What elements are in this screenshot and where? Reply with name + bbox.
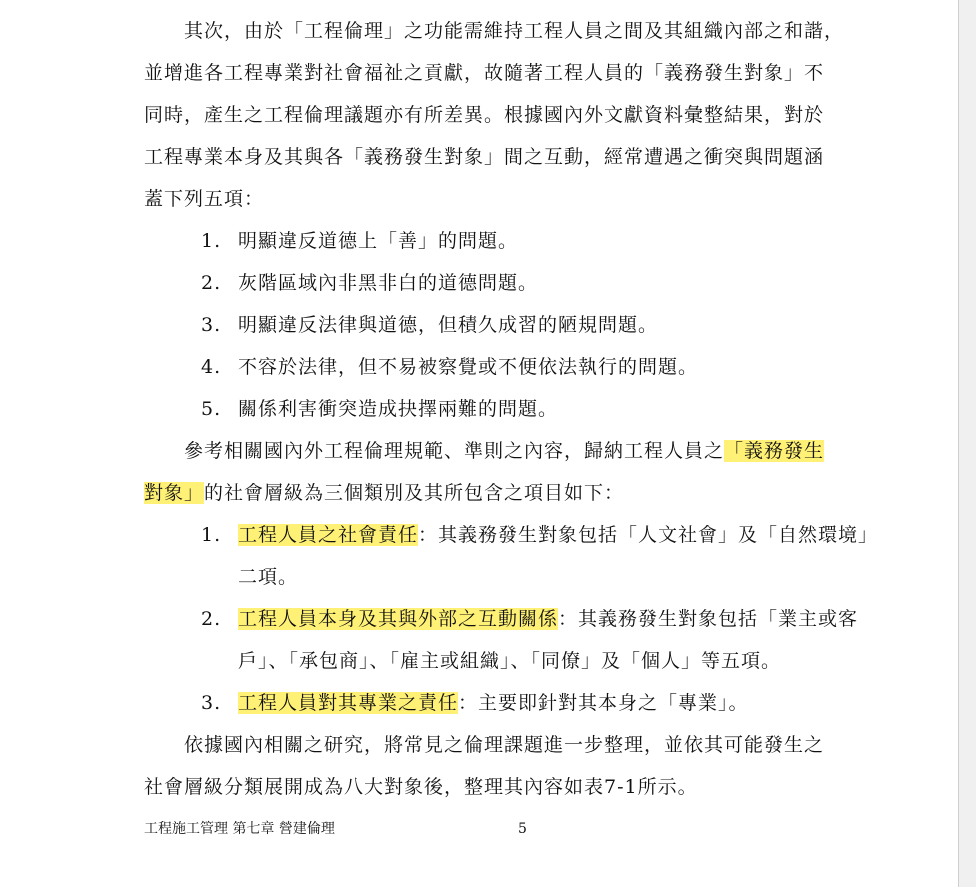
list-text: 明顯違反法律與道德，但積久成習的陋規問題。 [238,314,659,336]
paragraph-line: 工程專業本身及其與各「義務發生對象」間之互動，經常遭遇之衝突與問題涵 [144,146,825,168]
paragraph-1 [144,10,889,220]
paragraph-line [144,472,889,514]
list-number: 1. [201,230,222,252]
list-text: 灰階區域內非黑非白的道德問題。 [238,272,539,294]
list-item [144,598,889,640]
issue-list [144,220,889,430]
list-text: 關係利害衝突造成抉擇兩難的問題。 [238,398,559,420]
paragraph-line: 其次，由於「工程倫理」之功能需維持工程人員之間及其組織內部之和諧， [184,20,845,42]
list-item-continuation: 戶」、「承包商」、「雇主或組織」、「同僚」及「個人」等五項。 [238,650,782,672]
list-number: 5. [201,398,222,420]
highlighted-text: 對象」 [144,482,205,504]
list-text: 不容於法律，但不易被察覺或不便依法執行的問題。 [238,356,699,378]
list-item [144,514,889,556]
list-number: 3. [201,692,222,714]
category-list [144,514,889,724]
list-number: 2. [201,608,222,630]
paragraph-line: 同時，產生之工程倫理議題亦有所差異。根據國內外文獻資料彙整結果，對於 [144,104,825,126]
paragraph-line: 蓋下列五項： [144,188,265,210]
list-text: ：主要即針對其本身之「專業」。 [458,692,749,714]
list-text: ：其義務發生對象包括「業主或客 [558,608,859,630]
paragraph-line [144,430,889,472]
list-item [144,346,889,388]
paragraph-text: 參考相關國內外工程倫理規範、準則之內容，歸納工程人員之 [184,440,725,462]
highlighted-text: 「義務發生 [724,440,825,462]
paragraph-text: 的社會層級為三個類別及其所包含之項目如下： [204,482,625,504]
list-item [144,220,889,262]
page-footer [144,818,889,840]
paragraph-line: 並增進各工程專業對社會福祉之貢獻，故隨著工程人員的「義務發生對象」不 [144,62,825,84]
list-item [144,682,889,724]
list-number: 4. [201,356,222,378]
list-item [144,262,889,304]
page-body [144,10,889,808]
highlighted-text: 工程人員之社會責任 [238,524,419,546]
footer-title: 工程施工管理 第七章 營建倫理 [144,821,335,837]
list-number: 2. [201,272,222,294]
list-number: 3. [201,314,222,336]
list-item-continuation: 二項。 [238,566,299,588]
list-text: 明顯違反道德上「善」的問題。 [238,230,519,252]
paragraph-3 [144,724,889,808]
highlighted-text: 工程人員本身及其與外部之互動關係 [238,608,559,630]
list-item [144,388,889,430]
list-item [144,304,889,346]
list-text: ：其義務發生對象包括「人文社會」及「自然環境」 [418,524,879,546]
list-number: 1. [201,524,222,546]
highlighted-text: 工程人員對其專業之責任 [238,692,459,714]
paragraph-line: 依據國內相關之研究，將常見之倫理課題進一步整理，並依其可能發生之 [184,734,825,756]
page-number: 5 [518,821,527,837]
paragraph-line: 社會層級分類展開成為八大對象後，整理其內容如表7-1所示。 [144,776,698,798]
paragraph-2 [144,430,889,514]
